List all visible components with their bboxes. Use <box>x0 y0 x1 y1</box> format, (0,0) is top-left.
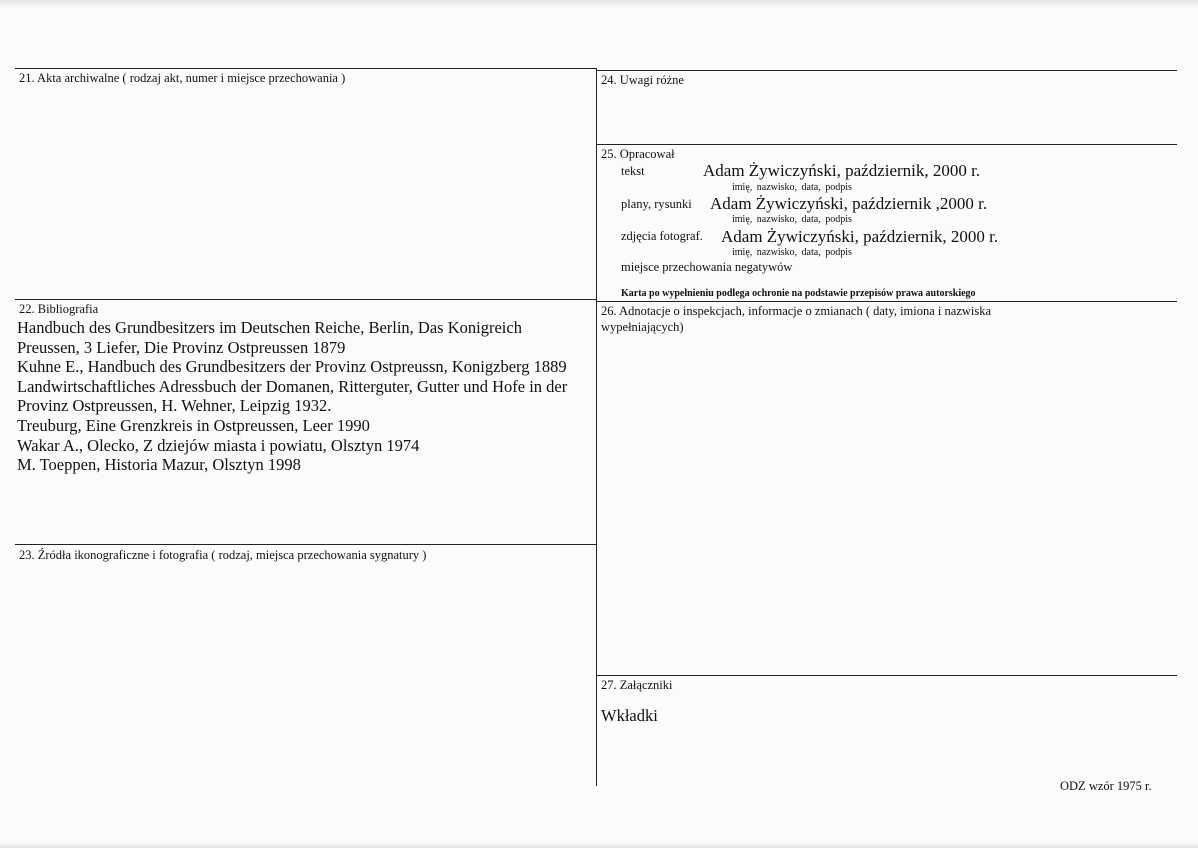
section-27-label: 27. Załączniki <box>601 678 673 692</box>
field-label-text: tekst <box>621 164 645 178</box>
bibliography-line: Kuhne E., Handbuch des Grundbesitzers der Provinz Ostpreussn, Konigzberg 1889 <box>17 357 567 377</box>
divider-22-23 <box>15 544 597 545</box>
section-24-label: 24. Uwagi różne <box>601 73 684 87</box>
section-26-label: 26. Adnotacje o inspekcjach, informacje o zmianach ( daty, imiona i nazwiska <box>601 304 992 318</box>
divider-25-26 <box>597 301 1177 302</box>
section-21-label: 21. Akta archiwalne ( rodzaj akt, numer i miejsce przechowania ) <box>19 71 346 85</box>
bibliography-line: Landwirtschaftliches Adressbuch der Domanen, Ritterguter, Gutter und Hofe in der <box>17 376 568 396</box>
attachments-value: Wkładki <box>601 706 658 725</box>
section-26-label-cont: wypełniających) <box>601 320 684 334</box>
divider-top-left <box>15 68 597 69</box>
section-25-label: 25. Opracował <box>601 147 675 161</box>
section-23-label: 23. Źródła ikonograficzne i fotografia ( rodzaj, miejsca przechowania sygnatury ) <box>19 548 427 562</box>
signature-caption: imię, nazwisko, data, podpis <box>732 247 852 258</box>
bibliography-line: Treuburg, Eine Grenzkreis in Ostpreussen, Leer 1990 <box>17 415 370 435</box>
bibliography-line: Provinz Ostpreussen, H. Wehner, Leipzig 1932. <box>17 396 332 416</box>
field-value-text: Adam Żywiczyński, październik, 2000 r. <box>703 161 981 180</box>
field-value-photos: Adam Żywiczyński, październik, 2000 r. <box>721 227 999 246</box>
scan-edge-top <box>0 0 1198 8</box>
negatives-storage-label: miejsce przechowania negatywów <box>621 260 793 274</box>
field-label-photos: zdjęcia fotograf. <box>621 229 703 243</box>
divider-vertical <box>596 68 597 786</box>
copyright-note: Karta po wypełnieniu podlega ochronie na podstawie przepisów prawa autorskiego <box>621 288 976 299</box>
bibliography-line: Handbuch des Grundbesitzers im Deutschen Reiche, Berlin, Das Konigreich <box>17 318 522 337</box>
form-code: ODZ wzór 1975 r. <box>1060 779 1152 793</box>
section-22-label: 22. Bibliografia <box>19 302 99 316</box>
divider-21-22 <box>15 299 597 300</box>
field-label-plans: plany, rysunki <box>621 197 692 211</box>
bibliography-list <box>17 318 567 475</box>
field-value-plans: Adam Żywiczyński, październik ,2000 r. <box>710 194 988 213</box>
signature-caption: imię, nazwisko, data, podpis <box>732 182 852 193</box>
signature-caption: imię, nazwisko, data, podpis <box>732 214 852 225</box>
divider-26-27 <box>597 675 1177 676</box>
bibliography-line: M. Toeppen, Historia Mazur, Olsztyn 1998 <box>17 455 301 475</box>
bibliography-line: Preussen, 3 Liefer, Die Provinz Ostpreussen 1879 <box>17 337 346 357</box>
divider-24-25 <box>597 144 1177 145</box>
divider-top-right <box>597 70 1177 71</box>
bibliography-line: Wakar A., Olecko, Z dziejów miasta i powiatu, Olsztyn 1974 <box>17 435 420 455</box>
scan-edge-bottom <box>0 842 1198 848</box>
